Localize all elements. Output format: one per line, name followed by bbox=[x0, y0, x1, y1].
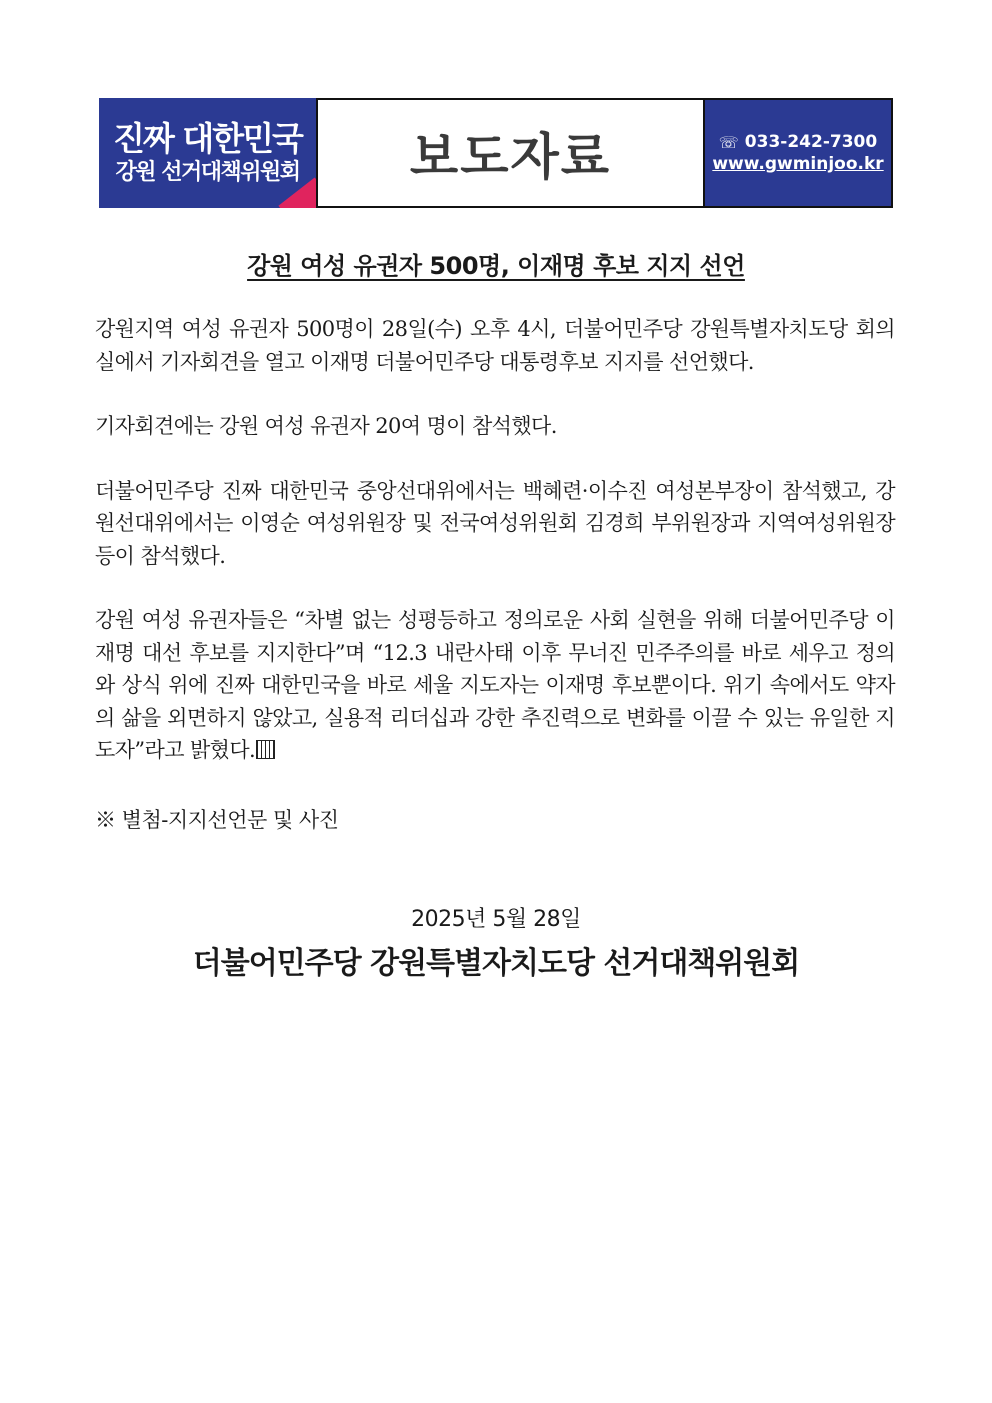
phone-row bbox=[719, 132, 877, 152]
end-of-text-mark-icon bbox=[256, 740, 275, 759]
document-title: 보도자료 bbox=[316, 98, 703, 208]
logo-committee-name: 강원 선거대책위원회 bbox=[115, 159, 300, 185]
attachment-note: ※ 별첨-지지선언문 및 사진 bbox=[95, 808, 339, 832]
paragraph-2: 기자회견에는 강원 여성 유권자 20여 명이 참석했다. bbox=[95, 414, 557, 438]
article-body bbox=[95, 313, 895, 799]
paragraph-3: 더불어민주당 진짜 대한민국 중앙선대위에서는 백혜련·이수진 여성본부장이 참석했고, 강원선대위에서는 이영순 여성위원장 및 전국여성위원회 김경희 부위원장과 지역여성위원장 등이 참석했다. bbox=[95, 478, 895, 568]
paragraph-4-text: 강원 여성 유권자들은 “차별 없는 성평등하고 정의로운 사회 실현을 위해 더불어민주당 이재명 대선 후보를 지지한다”며 “12.3 내란사태 이후 무너진 민주주의를 바로 세우고 정의와 상식 위에 진짜 대한민국을 바로 세울 지도자는 이재명 후보뿐이다. 위기 속에서도 약자의 삶을 외면하지 않았고, 실용적 리더십과 강한 추진력으로 변화를 이끌 수 있는 유일한 지도자”라고 밝혔다. bbox=[95, 608, 895, 762]
issuer-signature: 더불어민주당 강원특별자치도당 선거대책위원회 bbox=[192, 946, 800, 981]
contact-info bbox=[703, 98, 893, 208]
paragraph-1: 강원지역 여성 유권자 500명이 28일(수) 오후 4시, 더불어민주당 강원특별자치도당 회의실에서 기자회견을 열고 이재명 더불어민주당 대통령후보 지지를 선언했다. bbox=[95, 317, 895, 374]
headline-text: 강원 여성 유권자 500명, 이재명 후보 지지 선언 bbox=[247, 252, 745, 280]
campaign-logo bbox=[99, 98, 316, 208]
phone-number: 033-242-7300 bbox=[744, 132, 878, 152]
logo-slogan: 진짜 대한민국 bbox=[113, 118, 302, 158]
website-link[interactable]: www.gwminjoo.kr bbox=[712, 154, 884, 174]
release-date: 2025년 5월 28일 bbox=[411, 907, 581, 932]
press-release-header bbox=[99, 98, 893, 208]
paragraph-4 bbox=[95, 604, 895, 767]
phone-icon: ☏ bbox=[718, 132, 739, 152]
headline bbox=[0, 246, 992, 281]
